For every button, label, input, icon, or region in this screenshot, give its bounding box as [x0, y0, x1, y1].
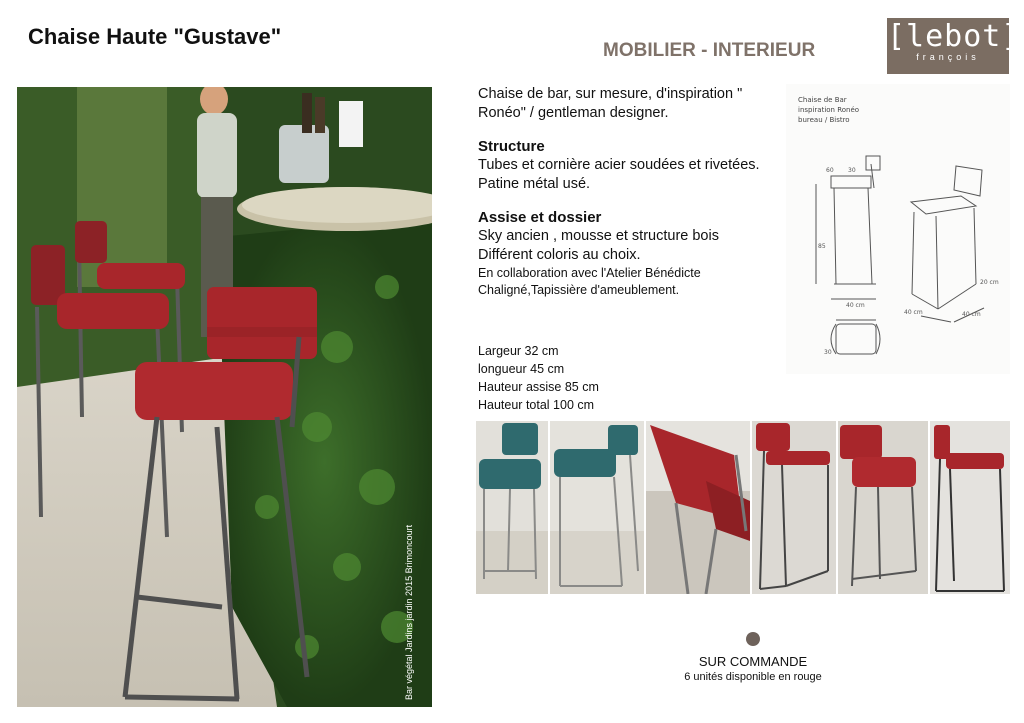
page-title: Chaise Haute "Gustave"	[28, 24, 282, 49]
dimension-seat-height: Hauteur assise 85 cm	[478, 380, 599, 394]
dimension-width: Largeur 32 cm	[478, 344, 559, 358]
svg-text:40 cm: 40 cm	[962, 311, 981, 318]
dimension-length: longueur 45 cm	[478, 362, 565, 376]
design-sketch	[786, 84, 1010, 374]
svg-text:30: 30	[824, 349, 832, 356]
logo-subtitle: françois	[916, 52, 980, 62]
seat-text-2: Différent coloris au choix.	[478, 247, 641, 263]
bullet-dot-icon	[746, 632, 760, 646]
intro-text: Chaise de bar, sur mesure, d'inspiration " Ronéo" / gentleman designer.	[478, 86, 743, 121]
photo-credit: Bar végétal Jardins jardin 2015 Brimoncourt	[404, 524, 414, 700]
svg-text:20 cm: 20 cm	[980, 279, 999, 286]
main-product-photo	[17, 87, 432, 707]
collab-text-1: En collaboration avec l'Atelier Bénédicte	[478, 266, 701, 280]
svg-text:40 cm: 40 cm	[904, 309, 923, 316]
svg-text:60: 60	[826, 167, 834, 174]
strip-photo-red-three-quarter	[752, 421, 836, 594]
seat-heading: Assise et dossier	[478, 209, 602, 226]
strip-photo-red-front	[838, 421, 928, 594]
svg-text:30: 30	[848, 167, 856, 174]
order-status: SUR COMMANDE	[698, 654, 808, 669]
category-heading: MOBILIER - INTERIEUR	[603, 40, 816, 61]
sketch-note-3: bureau / Bistro	[798, 116, 850, 124]
availability-note: 6 unités disponible en rouge	[684, 671, 822, 683]
sketch-note-2: inspiration Ronéo	[798, 106, 860, 114]
strip-photo-red-side	[930, 421, 1010, 594]
dimension-total-height: Hauteur total 100 cm	[478, 398, 595, 412]
logo-word: [lebot]	[887, 19, 1021, 54]
strip-photo-teal-side	[550, 421, 644, 594]
collab-text-2: Chaligné,Tapissière d'ameublement.	[478, 283, 680, 297]
sketch-note-1: Chaise de Bar	[798, 96, 847, 104]
dimensions-list	[478, 342, 599, 414]
structure-text: Tubes et cornière acier soudées et rivetées. Patine métal usé.	[478, 157, 760, 192]
seat-text-1: Sky ancien , mousse et structure bois	[478, 228, 719, 244]
strip-photo-red-closeup	[646, 421, 750, 594]
product-description	[478, 85, 778, 299]
brand-logo	[887, 18, 1021, 74]
strip-photo-teal-front	[476, 421, 548, 594]
svg-text:40 cm: 40 cm	[846, 302, 865, 309]
structure-heading: Structure	[478, 138, 545, 155]
svg-text:85: 85	[818, 243, 826, 250]
